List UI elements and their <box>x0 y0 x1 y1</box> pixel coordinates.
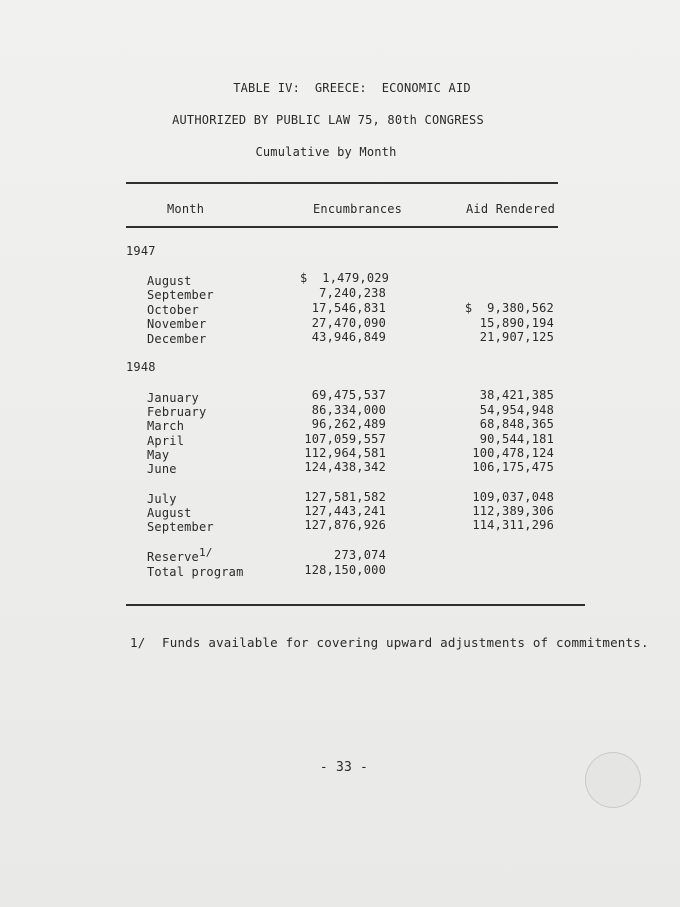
table-row-month: April <box>147 434 185 448</box>
table-row-aid-rendered: 21,907,125 <box>479 330 554 344</box>
footnote-text: Funds available for covering upward adjustments of commitments. <box>162 635 649 650</box>
table-row-aid-rendered: 15,890,194 <box>479 316 554 330</box>
table-row-aid-rendered: 90,544,181 <box>479 432 554 446</box>
table-row-aid-rendered: 114,311,296 <box>472 518 554 532</box>
table-row-encumbrances: 27,470,090 <box>311 316 386 330</box>
table-subtitle-cumulative: Cumulative by Month <box>255 145 397 159</box>
table-title: TABLE IV: GREECE: ECONOMIC AID <box>233 81 471 95</box>
column-header-aid-rendered: Aid Rendered <box>466 202 556 216</box>
table-row-month: May <box>147 448 170 462</box>
table-row-month: October <box>147 303 199 317</box>
table-row-month: August <box>147 506 192 520</box>
table-row-aid-rendered: 68,848,365 <box>479 417 554 431</box>
table-row-encumbrances: 96,262,489 <box>311 417 386 431</box>
table-row-month: December <box>147 332 207 346</box>
table-row-encumbrances: 69,475,537 <box>311 388 386 402</box>
column-header-month: Month <box>167 202 205 216</box>
bottom-rule <box>126 604 585 606</box>
table-row-aid-rendered: 38,421,385 <box>479 388 554 402</box>
table-row-encumbrances: 7,240,238 <box>319 286 386 300</box>
reserve-row-encumbrances: 273,074 <box>334 548 386 562</box>
table-row-encumbrances: 112,964,581 <box>304 446 386 460</box>
table-row-month: February <box>147 405 207 419</box>
table-row-month: June <box>147 462 177 476</box>
table-row-aid-rendered: 112,389,306 <box>472 504 554 518</box>
table-row-encumbrances: 127,876,926 <box>304 518 386 532</box>
table-row-encumbrances: 43,946,849 <box>311 330 386 344</box>
page-number: - 33 - <box>319 760 369 775</box>
table-row-aid-rendered: 100,478,124 <box>472 446 554 460</box>
year-label-1947: 1947 <box>126 244 156 258</box>
column-header-encumbrances: Encumbrances <box>313 202 403 216</box>
table-row-encumbrances: 107,059,557 <box>304 432 386 446</box>
table-row-encumbrances: 127,443,241 <box>304 504 386 518</box>
faint-stamp-mark <box>585 752 641 808</box>
table-row-encumbrances: 124,438,342 <box>304 460 386 474</box>
total-row-label: Total program <box>147 565 244 579</box>
table-row-month: July <box>147 492 177 506</box>
table-row-month: November <box>147 317 207 331</box>
table-row-month: March <box>147 419 185 433</box>
table-row-month: August <box>147 274 192 288</box>
header-rule <box>126 226 558 228</box>
table-row-aid-rendered: 54,954,948 <box>479 403 554 417</box>
table-row-encumbrances: 127,581,582 <box>304 490 386 504</box>
table-row-month: September <box>147 288 214 302</box>
table-row-aid-rendered: $ 9,380,562 <box>464 301 554 315</box>
top-rule <box>126 182 558 184</box>
table-row-encumbrances: 17,546,831 <box>311 301 386 315</box>
table-row-aid-rendered: 109,037,048 <box>472 490 554 504</box>
footnote-marker: 1/ <box>130 635 146 650</box>
table-row-encumbrances: $ 1,479,029 <box>300 271 390 285</box>
table-row-month: September <box>147 520 214 534</box>
table-row-aid-rendered: 106,175,475 <box>472 460 554 474</box>
table-subtitle: AUTHORIZED BY PUBLIC LAW 75, 80th CONGRESS <box>172 113 484 127</box>
table-row-month: January <box>147 391 199 405</box>
total-row-encumbrances: 128,150,000 <box>304 563 386 577</box>
reserve-row-label: Reserve1/ <box>147 546 213 564</box>
table-row-encumbrances: 86,334,000 <box>311 403 386 417</box>
year-label-1948: 1948 <box>126 360 156 374</box>
